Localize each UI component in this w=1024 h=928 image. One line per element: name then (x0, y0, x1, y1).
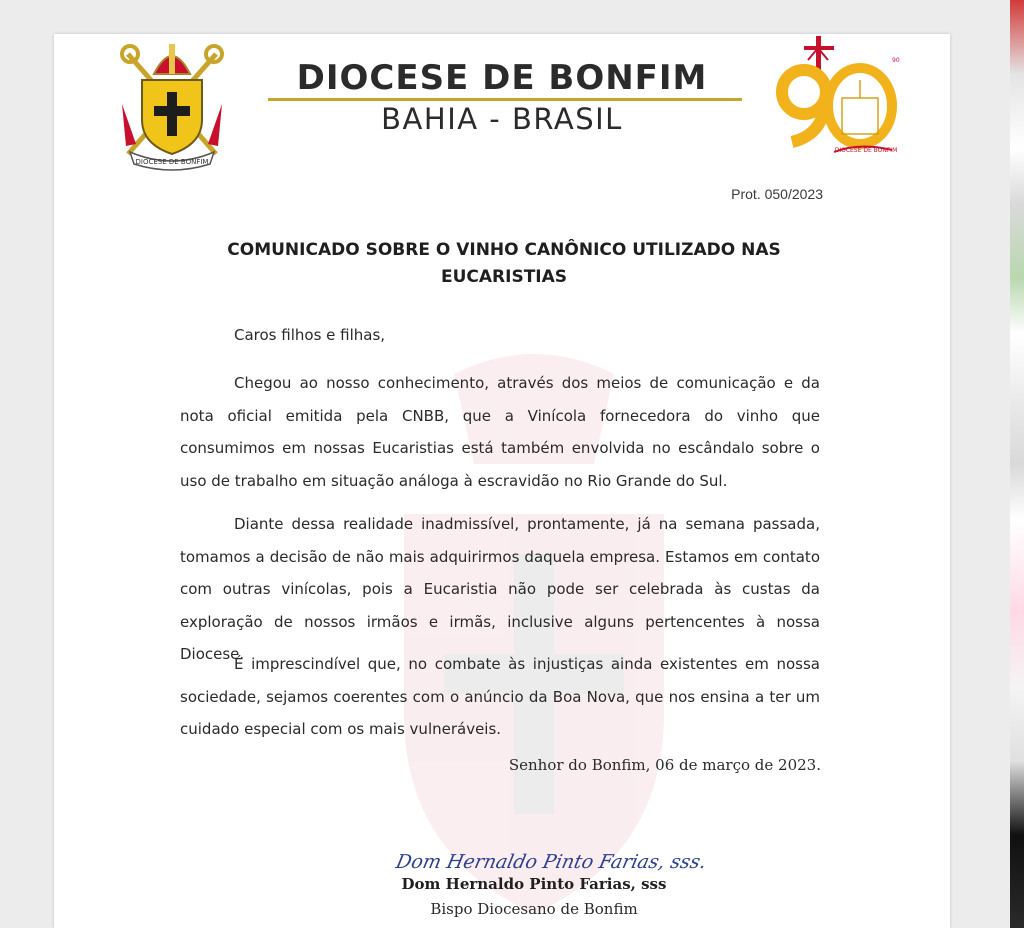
header-title: DIOCESE DE BONFIM (296, 58, 708, 98)
svg-text:Dom Hernaldo Pinto Farias, sss: Dom Hernaldo Pinto Farias, sss. (393, 850, 709, 873)
signer-role: Bispo Diocesano de Bonfim (430, 900, 638, 918)
subject-heading (204, 237, 804, 291)
greeting: Caros filhos e filhas, (234, 326, 386, 344)
paragraph-1: Chegou ao nosso conhecimento, através dos meios de comunicação e da nota oficial emitida pela CNBB, que a Vinícola fornecedora do vinho que consumimos em nossas Eucaristias está também envolvida no escândalo sobre o uso de trabalho em situação análoga à escravidão no Rio Grande do Sul. (180, 374, 820, 490)
place-and-date: Senhor do Bonfim, 06 de março de 2023. (508, 756, 821, 774)
letter-page (54, 34, 950, 928)
signer-name: Dom Hernaldo Pinto Farias, sss (401, 875, 667, 893)
paragraph-2: Diante dessa realidade inadmissível, prontamente, já na semana passada, tomamos a decisão de não mais adquirirmos daquela empresa. Estamos em contato com outras vinícolas, pois a Eucaristia não pode ser celebrada às custas da exploração de nossos irmãos e irmãs, inclusive alguns pertencentes à nossa Diocese. (180, 515, 820, 663)
header-subtitle: BAHIA - BRASIL (381, 102, 623, 136)
subject-line-2: EUCARISTIAS (440, 267, 568, 287)
handwritten-signature (393, 840, 709, 880)
svg-text:DIOCESE DE BONFIM: DIOCESE DE BONFIM (834, 147, 898, 154)
subject-line-1: COMUNICADO SOBRE O VINHO CANÔNICO UTILIZADO NAS (227, 240, 781, 260)
paragraph-3: É imprescindível que, no combate às injustiças ainda existentes em nossa sociedade, sejamos coerentes com o anúncio da Boa Nova, que nos ensina a ter um cuidado especial com os mais vulneráveis. (180, 655, 820, 738)
side-color-strip (1010, 0, 1024, 928)
protocol-number: Prot. 050/2023 (731, 186, 823, 202)
svg-text:90: 90 (892, 57, 900, 64)
header-gold-rule (268, 98, 742, 101)
svg-text:DIOCESE DE BONFIM: DIOCESE DE BONFIM (135, 158, 209, 166)
